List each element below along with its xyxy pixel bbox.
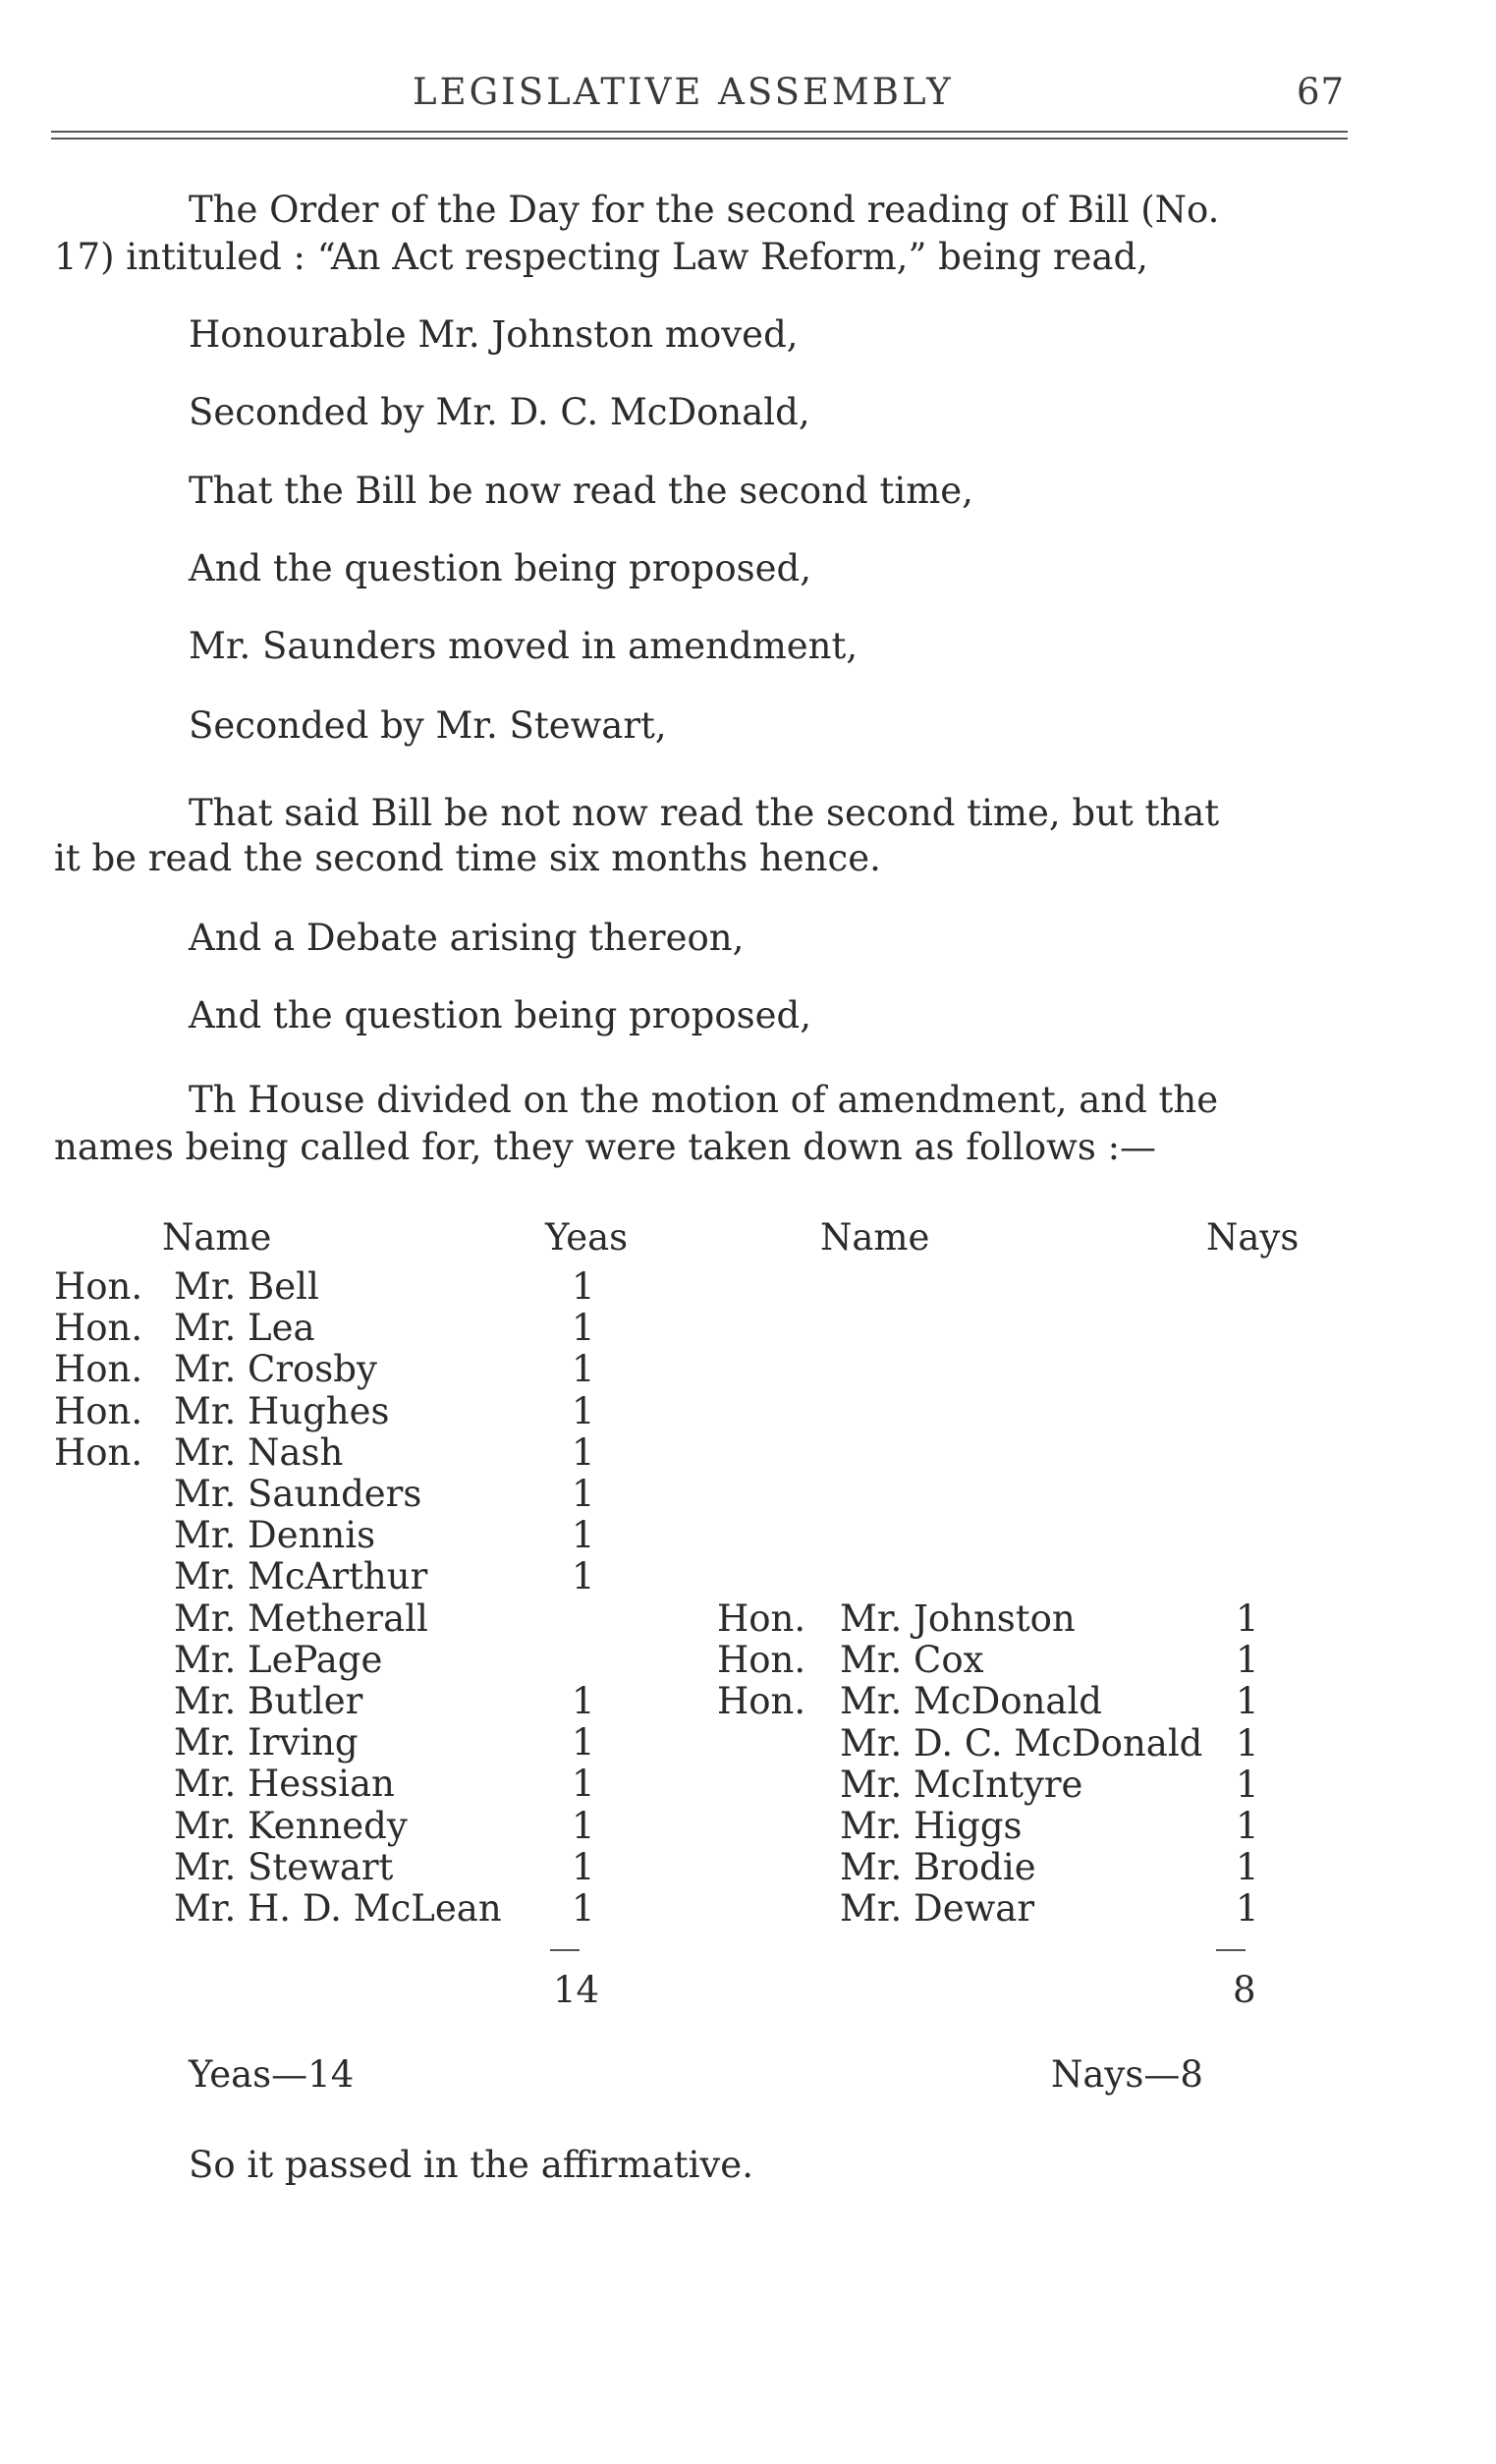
member-title: Hon. xyxy=(54,1431,143,1474)
member-name: Mr. Bell xyxy=(174,1265,319,1308)
paragraph-line: And the question being proposed, xyxy=(189,994,811,1036)
member-name: Mr. Kennedy xyxy=(174,1805,408,1847)
paragraph-line: That said Bill be not now read the second time, but that xyxy=(189,792,1220,834)
vote-count: 1 xyxy=(1236,1597,1259,1640)
paragraph-line: And the question being proposed, xyxy=(189,547,811,589)
member-name: Mr. Stewart xyxy=(174,1846,394,1888)
vote-count: 1 xyxy=(1236,1722,1259,1764)
nays-total: 8 xyxy=(1233,1969,1256,2011)
yeas-total: 14 xyxy=(553,1969,600,2011)
paragraph-line: Seconded by Mr. Stewart, xyxy=(189,704,667,747)
vote-count: 1 xyxy=(572,1390,595,1432)
paragraph-line: The Order of the Day for the second reading of Bill (No. xyxy=(189,189,1220,231)
vote-count: 1 xyxy=(572,1846,595,1888)
vote-count: 1 xyxy=(1236,1764,1259,1806)
member-name: Mr. LePage xyxy=(174,1639,383,1681)
vote-count: 1 xyxy=(1236,1680,1259,1722)
vote-count: 1 xyxy=(572,1473,595,1515)
member-name: Mr. Cox xyxy=(840,1639,984,1681)
vote-count: 1 xyxy=(572,1431,595,1474)
member-name: Mr. Lea xyxy=(174,1307,315,1349)
paragraph-line: That the Bill be now read the second time, xyxy=(189,470,973,512)
member-name: Mr. Saunders xyxy=(174,1473,422,1515)
member-name: Mr. Dennis xyxy=(174,1514,376,1556)
column-header-yeas: Yeas xyxy=(545,1216,629,1259)
nays-total-rule xyxy=(1216,1949,1246,1951)
paragraph-line: Th House divided on the motion of amendment, and the xyxy=(189,1079,1219,1121)
member-name: Mr. Brodie xyxy=(840,1846,1036,1888)
column-header-name-yeas: Name xyxy=(162,1216,272,1259)
vote-count: 1 xyxy=(572,1887,595,1930)
member-title: Hon. xyxy=(717,1639,806,1681)
paragraph-line: Seconded by Mr. D. C. McDonald, xyxy=(189,391,810,433)
vote-count: 1 xyxy=(572,1265,595,1308)
member-name: Mr. Butler xyxy=(174,1680,363,1722)
vote-count: 1 xyxy=(1236,1805,1259,1847)
vote-count: 1 xyxy=(572,1680,595,1722)
member-name: Mr. Higgs xyxy=(840,1805,1023,1847)
member-title: Hon. xyxy=(54,1307,143,1349)
paragraph-line: 17) intituled : “An Act respecting Law Reform,” being read, xyxy=(54,236,1148,278)
vote-count: 1 xyxy=(572,1348,595,1390)
member-name: Mr. Hughes xyxy=(174,1390,390,1432)
paragraph-line: Honourable Mr. Johnston moved, xyxy=(189,313,799,356)
member-name: Mr. Metherall xyxy=(174,1597,428,1640)
paragraph-line: it be read the second time six months hence. xyxy=(54,837,881,879)
yeas-summary: Yeas—14 xyxy=(189,2053,355,2096)
member-name: Mr. McDonald xyxy=(840,1680,1102,1722)
member-name: Mr. D. C. McDonald xyxy=(840,1722,1203,1764)
vote-count: 1 xyxy=(572,1763,595,1805)
member-name: Mr. H. D. McLean xyxy=(174,1887,502,1930)
vote-count: 1 xyxy=(1236,1639,1259,1681)
vote-count: 1 xyxy=(1236,1846,1259,1888)
member-title: Hon. xyxy=(54,1348,143,1390)
member-title: Hon. xyxy=(54,1265,143,1308)
vote-count: 1 xyxy=(1236,1887,1259,1930)
vote-count: 1 xyxy=(572,1514,595,1556)
member-name: Mr. McArthur xyxy=(174,1555,428,1597)
conclusion: So it passed in the affirmative. xyxy=(189,2144,753,2186)
member-name: Mr. McIntyre xyxy=(840,1764,1083,1806)
member-name: Mr. Crosby xyxy=(174,1348,377,1390)
member-title: Hon. xyxy=(717,1597,806,1640)
vote-count: 1 xyxy=(572,1555,595,1597)
column-header-name-nays: Name xyxy=(820,1216,930,1259)
member-name: Mr. Johnston xyxy=(840,1597,1076,1640)
member-name: Mr. Irving xyxy=(174,1721,359,1764)
nays-summary: Nays—8 xyxy=(1051,2053,1203,2096)
member-title: Hon. xyxy=(717,1680,806,1722)
vote-count: 1 xyxy=(572,1307,595,1349)
running-header: LEGISLATIVE ASSEMBLY xyxy=(413,71,954,113)
member-name: Mr. Hessian xyxy=(174,1763,395,1805)
vote-count: 1 xyxy=(572,1721,595,1764)
column-header-nays: Nays xyxy=(1206,1216,1300,1259)
paragraph-line: names being called for, they were taken down as follows :— xyxy=(54,1126,1157,1168)
yeas-total-rule xyxy=(550,1949,580,1951)
paragraph-line: And a Debate arising thereon, xyxy=(189,917,745,959)
header-rule-bottom xyxy=(51,138,1348,140)
member-name: Mr. Nash xyxy=(174,1431,344,1474)
vote-count: 1 xyxy=(572,1805,595,1847)
header-rule-top xyxy=(51,131,1348,133)
member-name: Mr. Dewar xyxy=(840,1887,1035,1930)
paragraph-line: Mr. Saunders moved in amendment, xyxy=(189,625,859,667)
member-title: Hon. xyxy=(54,1390,143,1432)
page-number: 67 xyxy=(1297,71,1346,113)
